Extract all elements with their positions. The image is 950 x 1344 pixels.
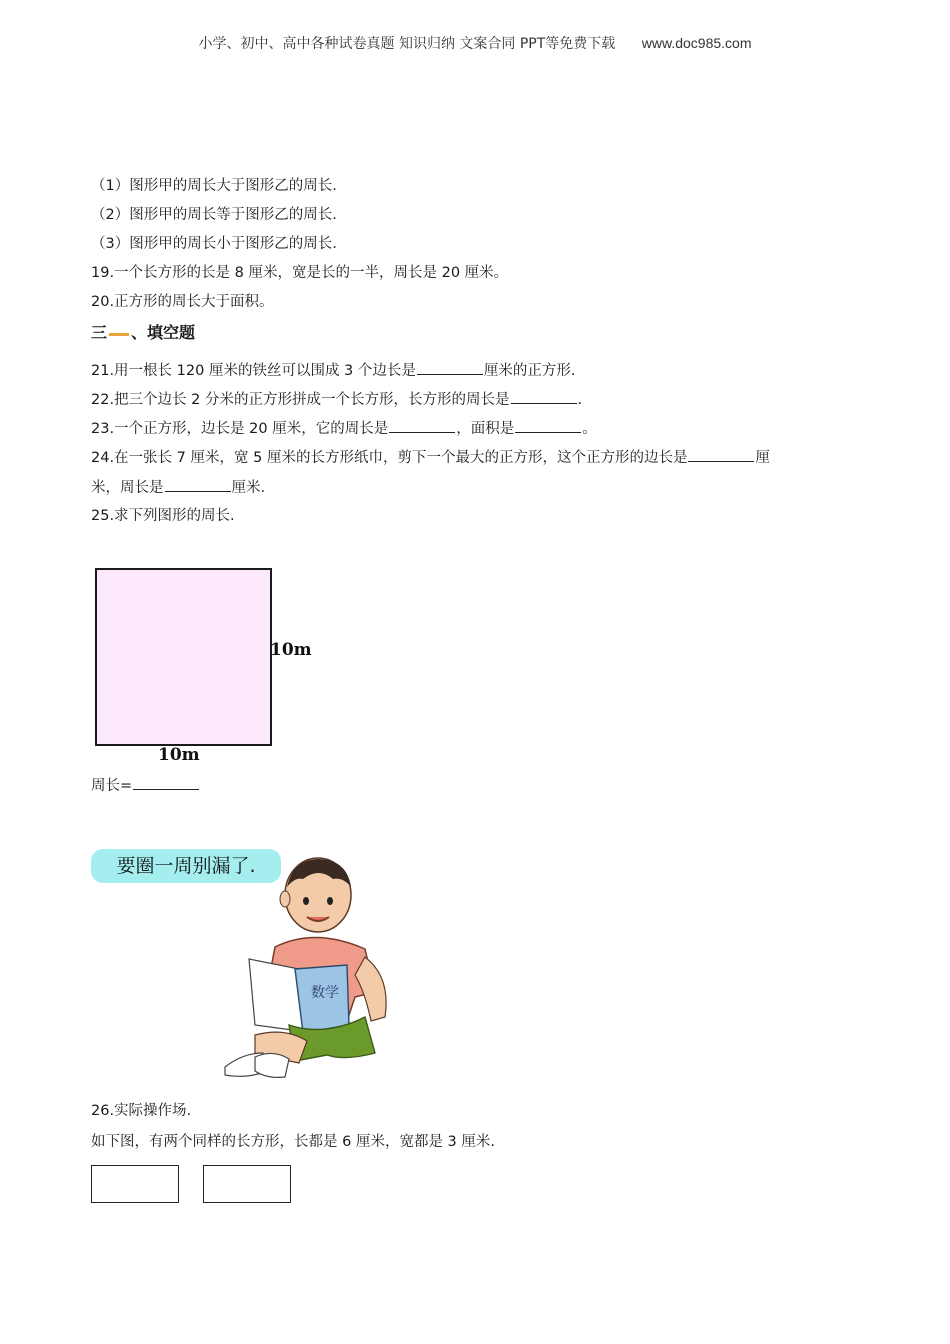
question-25: 25.求下列图形的周长. — [91, 508, 235, 524]
header-url[interactable]: www.doc985.com — [641, 35, 752, 51]
question-22-text: 22.把三个边长 2 分米的正方形拼成一个长方形，长方形的周长是 — [91, 392, 510, 408]
option-2: （2）图形甲的周长等于图形乙的周长. — [91, 207, 337, 223]
question-24-unit: 厘 — [755, 450, 770, 466]
question-21-text: 21.用一根长 120 厘米的铁丝可以围成 3 个边长是 — [91, 363, 416, 379]
bottom-length-label: 10m — [158, 745, 200, 765]
answer-blank[interactable] — [165, 477, 231, 492]
question-23-mid: ，面积是 — [456, 421, 515, 437]
section-number: 三 — [91, 323, 108, 342]
question-24-cont — [91, 477, 265, 498]
rectangle-2 — [203, 1165, 291, 1203]
question-22-tail: . — [577, 392, 583, 408]
answer-blank[interactable] — [417, 360, 483, 375]
option-3: （3）图形甲的周长小于图形乙的周长. — [91, 236, 337, 252]
perimeter-label: 周长= — [91, 778, 133, 794]
question-22 — [91, 389, 582, 410]
book-title: 数学 — [311, 985, 339, 1001]
section-title: 、填空题 — [131, 323, 196, 342]
question-24 — [91, 447, 770, 468]
question-20: 20.正方形的周长大于面积。 — [91, 294, 274, 310]
rectangle-1 — [91, 1165, 179, 1203]
page-header — [0, 33, 950, 53]
answer-blank[interactable] — [515, 418, 581, 433]
question-26: 26.实际操作场. — [91, 1103, 192, 1119]
question-26-desc: 如下图，有两个同样的长方形，长都是 6 厘米，宽都是 3 厘米. — [91, 1134, 495, 1150]
answer-blank[interactable] — [511, 389, 577, 404]
question-21-tail: 厘米的正方形. — [483, 363, 576, 379]
option-1: （1）图形甲的周长大于图形乙的周长. — [91, 178, 337, 194]
boy-reading-illustration — [215, 857, 415, 1082]
question-23 — [91, 418, 597, 439]
question-21 — [91, 360, 576, 381]
answer-blank[interactable] — [133, 775, 199, 790]
side-length-label: 10m — [270, 640, 312, 660]
square-figure — [95, 568, 272, 746]
question-24-cont-text: 米，周长是 — [91, 480, 164, 496]
question-24-cont-tail: 厘米. — [231, 480, 266, 496]
question-23-tail: 。 — [582, 421, 597, 437]
speech-bubble: 要圈一周别漏了. — [91, 849, 281, 883]
question-24-text: 24.在一张长 7 厘米，宽 5 厘米的长方形纸巾，剪下一个最大的正方形，这个正方形的边长是 — [91, 450, 688, 466]
question-23-text: 23.一个正方形，边长是 20 厘米，它的周长是 — [91, 421, 389, 437]
answer-blank[interactable] — [389, 418, 455, 433]
header-text: 小学、初中、高中各种试卷真题 知识归纳 文案合同 PPT等免费下载 — [198, 36, 616, 52]
section-underline — [109, 333, 129, 336]
perimeter-answer — [91, 775, 200, 796]
answer-blank[interactable] — [688, 447, 754, 462]
section-heading — [91, 320, 195, 343]
question-19: 19.一个长方形的长是 8 厘米，宽是长的一半，周长是 20 厘米。 — [91, 265, 509, 281]
